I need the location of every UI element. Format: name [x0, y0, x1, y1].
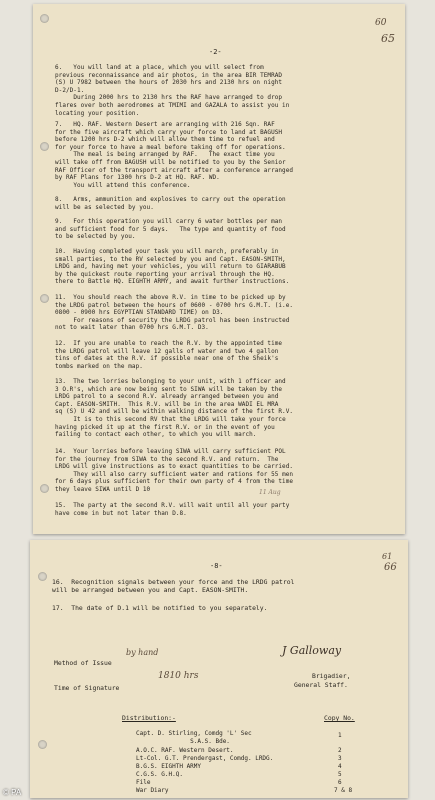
signature: J Galloway — [282, 644, 342, 657]
punch-hole — [40, 294, 49, 303]
distribution-name: A.O.C. RAF. Western Desert. — [136, 747, 234, 754]
paragraph-10: 10. Having completed your task you will march, preferably in small parties, to the RV selected by you and Capt. EASON-SMITH, LRDG and, having met your vehicles, you will return to GIARABUB by the quickest route reporting your arrival through the HQ. there to Battle HQ. EIGHTH ARMY, and await further instructions. — [55, 248, 290, 286]
distribution-copy: 3 — [338, 755, 342, 762]
distribution-name: Capt. D. Stirling, Comdg 'L' Sec — [136, 730, 252, 737]
punch-hole — [38, 740, 47, 749]
method-handwritten: by hand — [126, 648, 159, 657]
watermark: © PA — [3, 788, 22, 797]
page-header: -8- — [210, 562, 223, 570]
handwritten-number: 61 — [382, 552, 393, 561]
distribution-name: S.A.S. Bde. — [136, 738, 230, 745]
paragraph-15: 15. The party at the second R.V. will wait until all your party have come in but not later than D.8. — [55, 502, 290, 517]
distribution-heading: Distribution:- — [122, 714, 176, 722]
paragraph-9: 9. For this operation you will carry 6 water bottles per man and sufficient food for 5 days. The type and quantity of food to be selected by you. — [55, 218, 286, 241]
distribution-name: File — [136, 779, 151, 786]
handwritten-number: 65 — [381, 32, 395, 45]
paragraph-13: 13. The two lorries belonging to your unit, with 1 officer and 3 O.R's, which are now being sent to SIWA will be taken by the LRDG patrol to a second R.V. already arranged between you and Capt. EASON-SMITH. This R.V. will be in the area WADI EL MRA sq (S) U 42 and will be within walking distance of the first R.V. It is to this second RV that the LRDG will take your force having picked it up at the first R.V. or in the event of you failing to contact each other, to which you will march. — [55, 378, 294, 439]
handwritten-number: 60 — [375, 18, 387, 28]
distribution-copy: 2 — [338, 747, 342, 754]
document-page-1 — [33, 4, 405, 534]
punch-hole — [40, 142, 49, 151]
handwritten-number: 66 — [384, 562, 397, 573]
paragraph-14: 14. Your lorries before leaving SIWA will carry sufficient POL for the journey from SIWA to the second R.V. and return. The LRDG will give instructions as to exact quantities to be carried. They will also carry sufficient water and rations for 55 men for 6 days plus sufficient for their own party of 4 from the time they leave SIWA until D 10 — [55, 448, 294, 493]
time-of-signature-label: Time of Signature — [54, 684, 120, 692]
distribution-copy: 4 — [338, 763, 342, 770]
time-handwritten: 1810 hrs — [158, 671, 199, 681]
document-page-2 — [30, 540, 408, 798]
punch-hole — [40, 484, 49, 493]
distribution-name: C.G.S. G.H.Q. — [136, 771, 183, 778]
paragraph-6: 6. You will land at a place, which you will select from previous reconnaissance and air photos, in the area BIR TEMRAD (S) U 7982 between the hours of 2030 hrs and 2130 hrs on night D-2/D-1. During 2000 hrs to 2130 hrs the RAF have arranged to drop flares over both aerodromes at TMIMI and GAZALA to assist you in locating your position. — [55, 64, 290, 117]
distribution-copy: 6 — [338, 779, 342, 786]
staff: General Staff. — [294, 681, 348, 689]
distribution-copy: 7 & 8 — [334, 787, 353, 794]
rank: Brigadier, — [312, 672, 351, 680]
distribution-copy: 1 — [338, 732, 342, 739]
punch-hole — [38, 572, 47, 581]
distribution-name: War Diary — [136, 787, 169, 794]
paragraph-12: 12. If you are unable to reach the R.V. by the appointed time the LRDG patrol will leave 12 galls of water and two 4 gallon tins of dates at the R.V. if possible near one of the Sheik's tombs marked on the map. — [55, 340, 283, 370]
distribution-copy: 5 — [338, 771, 342, 778]
margin-note: 11 Aug — [259, 489, 281, 496]
paragraph-11: 11. You should reach the above R.V. in time to be picked up by the LRDG patrol between the hours of 0600 - 0700 hrs G.M.T. (i.e. 0800 - 0900 hrs EGYPTIAN STANDARD TIME) on D3. For reasons of security the LRDG patrol has been instructed not to wait later than 0700 hrs G.M.T. D3. — [55, 294, 294, 332]
paragraph-7: 7. HQ. RAF. Western Desert are arranging with 216 Sqn. RAF for the five aircraft which carry your force to land at BAGUSH before 1200 hrs D-2 which will allow them time to refuel and for your force to have a meal before taking off for operations. The meal is being arranged by RAF. The exact time you will take off from BAGUSH will be notified to you by the Senior RAF Officer of the transport aircraft after a conference arranged by RAF Plans for 1300 hrs D-2 at HQ. RAF. WD. You will attend this conference. — [55, 121, 294, 189]
punch-hole — [40, 14, 49, 23]
distribution-name: Lt-Col. G.T. Prendergast, Comdg. LRDG. — [136, 755, 274, 762]
paragraph-17: 17. The date of D.1 will be notified to you separately. — [52, 604, 268, 612]
page-number: -2- — [209, 48, 222, 56]
distribution-name: B.G.S. EIGHTH ARMY — [136, 763, 202, 770]
paragraph-8: 8. Arms, ammunition and explosives to carry out the operation will be as selected by you. — [55, 196, 286, 211]
copy-no-heading: Copy No. — [324, 714, 355, 722]
method-of-issue-label: Method of Issue — [54, 659, 112, 667]
paragraph-16: 16. Recognition signals between your force and the LRDG patrol will be arranged between you and Capt. EASON-SMITH. — [52, 578, 295, 594]
